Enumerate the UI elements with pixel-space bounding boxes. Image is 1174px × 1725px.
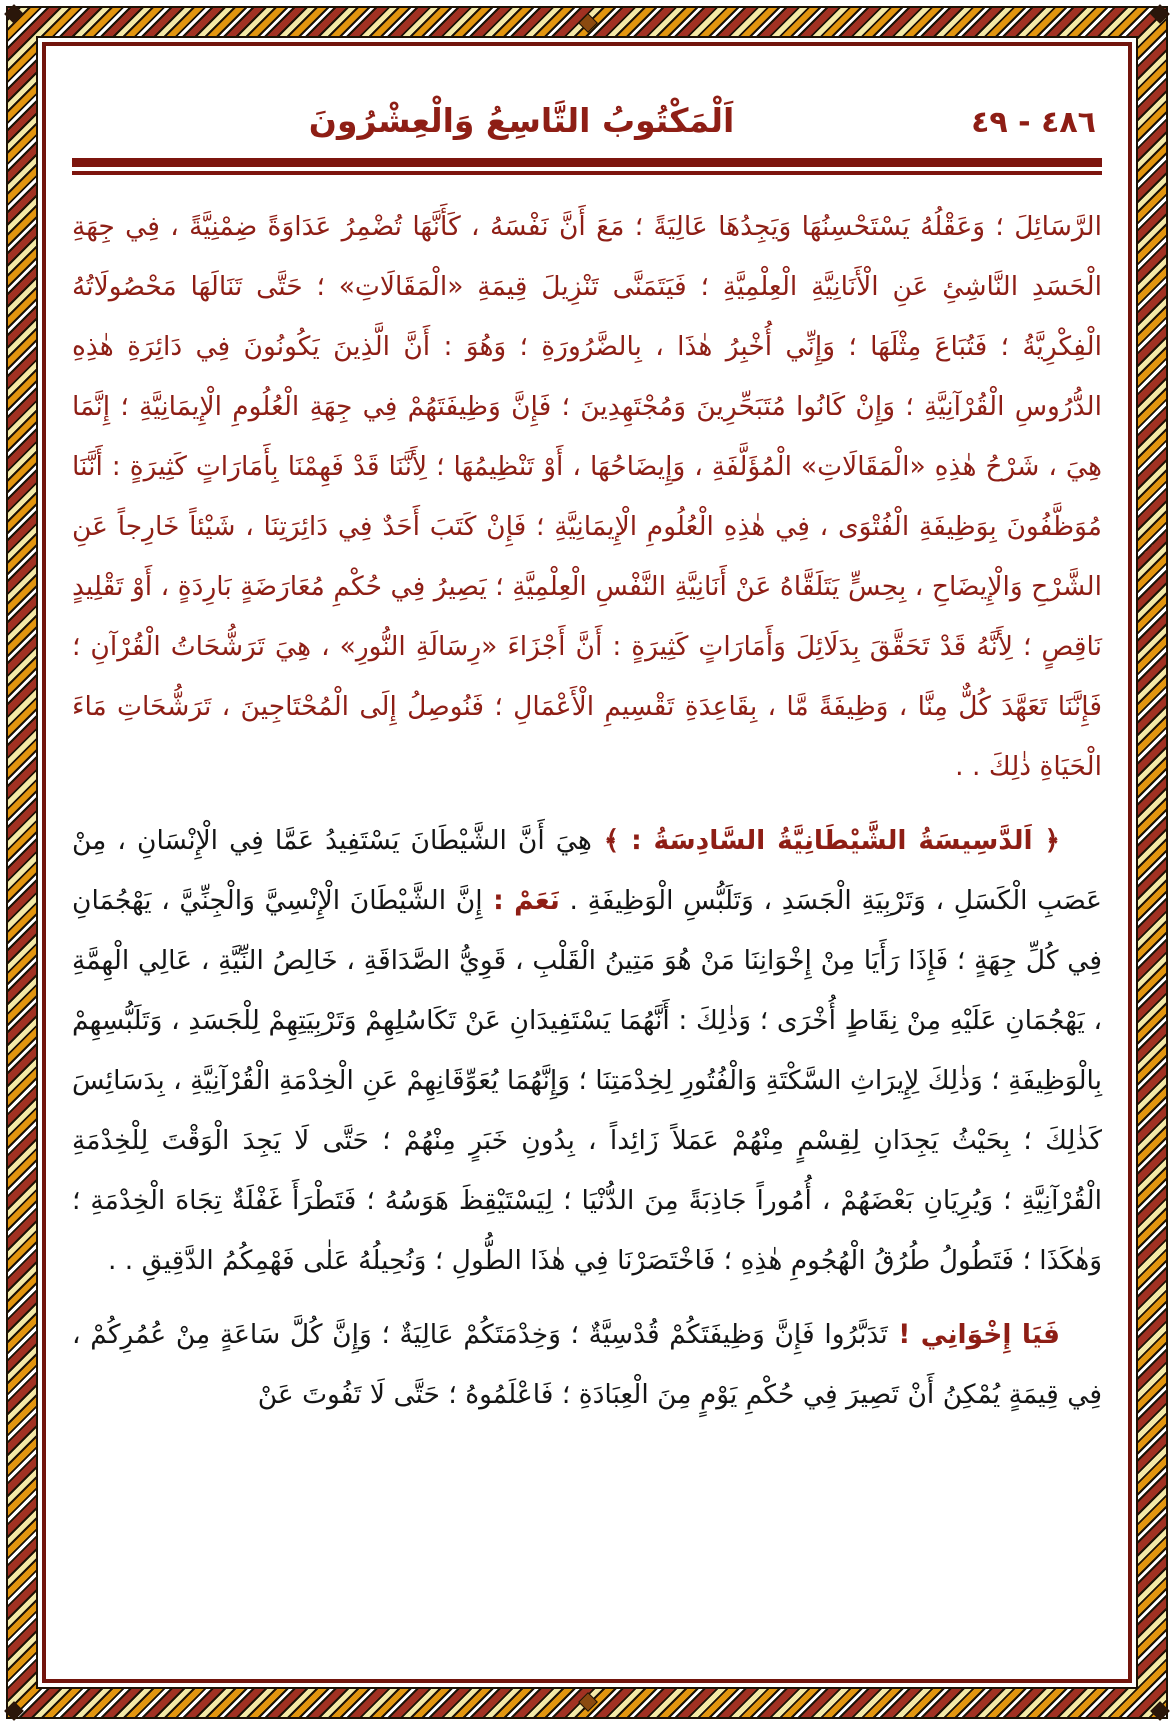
page-title: اَلْمَكْتُوبُ التَّاسِعُ وَالْعِشْرُونَ	[308, 101, 735, 140]
page-content	[58, 50, 1116, 1673]
paragraph-continuation	[72, 197, 1102, 797]
section-heading-ornate: ﴿ اَلدَّسِيسَةُ الشَّيْطَانِيَّةُ السَّادِسَةُ : ﴾	[591, 825, 1060, 856]
top-center-diamond-ornament	[578, 13, 598, 33]
black-text-run: تَدَبَّرُوا فَإِنَّ وَظِيفَتَكُمْ قُدْسِيَّةٌ ؛ وَخِدْمَتَكُمْ عَالِيَةٌ ؛ وَإِنَّ كُلَّ سَاعَةٍ مِنْ عُمُرِكُمْ ، فِي قِيمَةٍ يُمْكِنُ أَنْ تَصِيرَ فِي حُكْمِ يَوْمٍ مِنَ الْعِبَادَةِ ؛ فَاعْلَمُوهُ ؛ حَتَّى لَا تَفُوتَ عَنْ	[72, 1319, 1102, 1410]
red-text-run: الرَّسَائِلَ ؛ وَعَقْلُهُ يَسْتَحْسِنُهَا وَيَجِدُهَا عَالِيَةً ؛ مَعَ أَنَّ نَفْسَهُ ، كَأَنَّهَا تُضْمِرُ عَدَاوَةً ضِمْنِيَّةً ، فِي جِهَةِ الْحَسَدِ النَّاشِئِ عَنِ الْأَنَانِيَّةِ الْعِلْمِيَّةِ ؛ فَيَتَمَنَّى تَنْزِيلَ قِيمَةِ «الْمَقَالَاتِ» ؛ حَتَّى تَنَالَهَا مَحْصُولَاتُهُ الْفِكْرِيَّةُ ؛ فَتُبَاعَ مِثْلَهَا ؛ وَإِنِّي أُخْبِرُ هٰذَا ، بِالضَّرُورَةِ ؛ وَهُوَ : أَنَّ الَّذِينَ يَكُونُونَ فِي دَائِرَةِ هٰذِهِ الدُّرُوسِ الْقُرْآنِيَّةِ ؛ وَإِنْ كَانُوا مُتَبَحِّرِينَ وَمُجْتَهِدِينَ ؛ فَإِنَّ وَظِيفَتَهُمْ فِي جِهَةِ الْعُلُومِ الْإِيمَانِيَّةِ ؛ إِنَّمَا هِيَ ، شَرْحُ هٰذِهِ «الْمَقَالَاتِ» الْمُؤَلَّفَةِ ، وَإِيضَاحُهَا ، أَوْ تَنْظِيمُهَا ؛ لِأَنَّنَا قَدْ فَهِمْنَا بِأَمَارَاتٍ كَثِيرَةٍ : أَنَّنَا مُوَظَّفُونَ بِوَظِيفَةِ الْفُتْوَى ، فِي هٰذِهِ الْعُلُومِ الْإِيمَانِيَّةِ ؛ فَإِنْ كَتَبَ أَحَدٌ فِي دَائِرَتِنَا ، شَيْئاً خَارِجاً عَنِ الشَّرْحِ وَالْإِيضَاحِ ، بِحِسٍّ يَتَلَقَّاهُ عَنْ أَنَانِيَّةِ النَّفْسِ الْعِلْمِيَّةِ ؛ يَصِيرُ فِي حُكْمِ مُعَارَضَةٍ بَارِدَةٍ ، أَوْ تَقْلِيدٍ نَاقِصٍ ؛ لِأَنَّهُ قَدْ تَحَقَّقَ بِدَلَائِلَ وَأَمَارَاتٍ كَثِيرَةٍ : أَنَّ أَجْزَاءَ «رِسَالَةِ النُّورِ» ، هِيَ تَرَشُّحَاتُ الْقُرْآنِ ؛ فَإِنَّنَا تَعَهَّدَ كُلٌّ مِنَّا ، وَظِيفَةً مَّا ، بِقَاعِدَةِ تَقْسِيمِ الْأَعْمَالِ ؛ فَنُوصِلُ إِلَى الْمُحْتَاجِينَ ، تَرَشُّحَاتِ مَاءَ الْحَيَاةِ ذٰلِكَ . .	[72, 211, 1102, 782]
bottom-center-diamond-ornament	[578, 1692, 598, 1712]
red-lead-word: فَيَا إِخْوَانِي !	[887, 1319, 1060, 1350]
corner-ornament-bottom-right	[1150, 1701, 1170, 1721]
red-lead-word: نَعَمْ :	[482, 885, 560, 916]
body-text	[72, 197, 1102, 1425]
corner-ornament-top-left	[4, 4, 24, 24]
black-text-run: إِنَّ الشَّيْطَانَ الْإِنْسِيَّ وَالْجِنِّيَّ ، يَهْجُمَانِ فِي كُلِّ جِهَةٍ ؛ فَإِذَا رَأَيَا مِنْ إِخْوَانِنَا مَنْ هُوَ مَتِينُ الْقَلْبِ ، قَوِيُّ الصَّدَاقَةِ ، خَالِصُ النِّيَّةِ ، عَالِي الْهِمَّةِ ، يَهْجُمَانِ عَلَيْهِ مِنْ نِقَاطٍ أُخْرَى ؛ وَذٰلِكَ : أَنَّهُمَا يَسْتَفِيدَانِ عَنْ تَكَاسُلِهِمْ وَتَرْبِيَتِهِمْ لِلْجَسَدِ ، وَتَلَبُّسِهِمْ بِالْوَظِيفَةِ ؛ وَذٰلِكَ لِإِيرَاثِ السَّكْتَةِ وَالْفُتُورِ لِخِدْمَتِنَا ؛ وَإِنَّهُمَا يُعَوِّقَانِهِمْ عَنِ الْخِدْمَةِ الْقُرْآنِيَّةِ ، بِدَسَائِسَ كَذٰلِكَ ؛ بِحَيْثُ يَجِدَانِ لِقِسْمٍ مِنْهُمْ عَمَلاً زَائِداً ، بِدُونِ خَبَرٍ مِنْهُمْ ؛ حَتَّى لَا يَجِدَ الْوَقْتَ لِلْخِدْمَةِ الْقُرْآنِيَّةِ ؛ وَيُرِيَانِ بَعْضَهُمْ ، أُمُوراً جَاذِبَةً مِنَ الدُّنْيَا ؛ لِيَسْتَيْقِظَ هَوَسُهُ ؛ فَتَطْرَأَ غَفْلَةٌ تِجَاهَ الْخِدْمَةِ ؛ وَهٰكَذَا ؛ فَتَطُولُ طُرُقُ الْهُجُومِ هٰذِهِ ؛ فَاخْتَصَرْنَا فِي هٰذَا الطُّولِ ؛ وَنُحِيلُهُ عَلٰى فَهْمِكُمُ الدَّقِيقِ . .	[72, 885, 1102, 1276]
page-header	[72, 76, 1102, 140]
paragraph-o-my-brothers	[72, 1305, 1102, 1425]
corner-ornament-bottom-left	[4, 1701, 24, 1721]
header-divider-rule	[72, 158, 1102, 175]
corner-ornament-top-right	[1150, 4, 1170, 24]
divider-bar-thin	[72, 171, 1102, 175]
black-text-run: هِيَ أَنَّ الشَّيْطَانَ يَسْتَفِيدُ عَمَّا فِي الْإِنْسَانِ ، مِنْ عَصَبِ الْكَسَلِ ، وَتَرْبِيَةِ الْجَسَدِ ، وَتَلَبُّسِ الْوَظِيفَةِ .	[72, 825, 1102, 916]
page-number: ٤٨٦ - ٤٩	[971, 105, 1096, 140]
divider-bar-thick	[72, 158, 1102, 167]
paragraph-sixth-devilish-intrigue	[72, 811, 1102, 1291]
